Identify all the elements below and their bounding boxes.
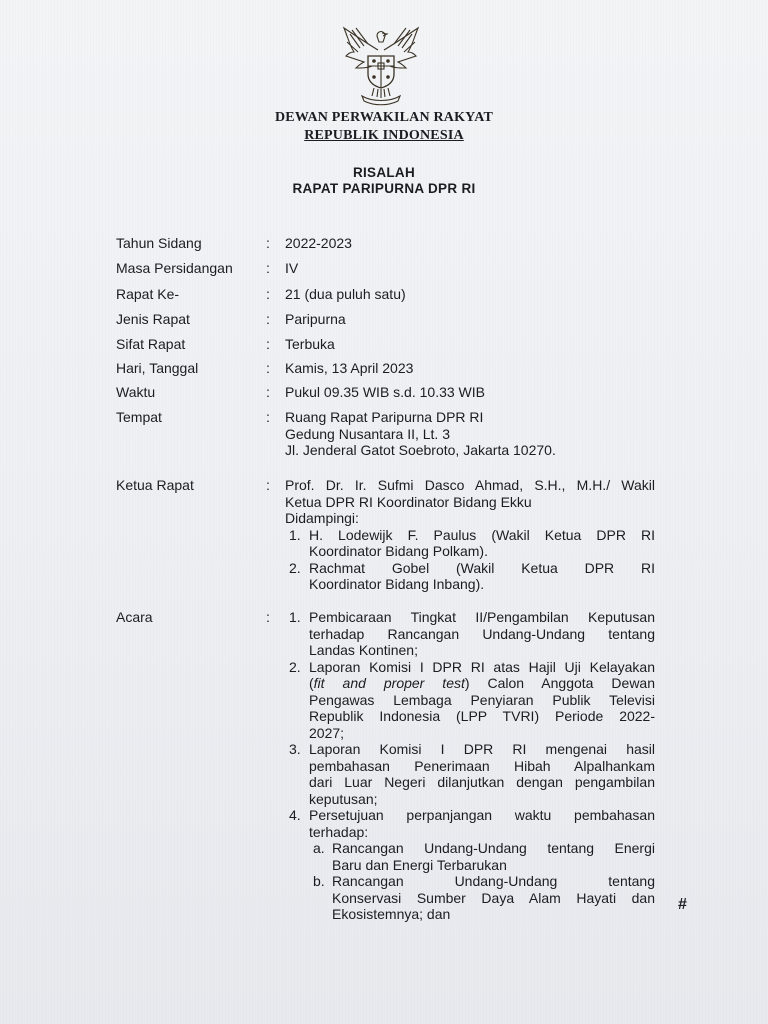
agenda-item [285,659,655,742]
agenda-item [285,807,655,923]
agenda-line: keputusan; [309,790,378,807]
field-value [285,409,655,459]
field-value: Kamis, 13 April 2023 [285,360,414,376]
field-label: Waktu [116,384,156,400]
list-item [285,560,655,593]
agenda-line: Konservasi Sumber Daya Alam Hayati dan [332,889,655,906]
field-colon: : [266,360,270,376]
field-value: Terbuka [285,336,335,352]
list-line: Koordinator Bidang Polkam). [309,543,488,559]
list-letter: b. [313,873,325,889]
field-colon: : [266,311,270,327]
agenda-line: terhadap Rancangan Undang-Undang tentang [309,625,655,642]
agenda-line: Pengawas Lembaga Penyiaran Publik Televisi [309,691,655,708]
agenda-line: Baru dan Energi Terbarukan [332,856,507,873]
list-line: Rachmat Gobel (Wakil Ketua DPR RI [309,559,655,576]
garuda-emblem-icon [338,22,424,106]
field-colon: : [266,286,270,302]
agenda-line: (fit and proper test) Calon Anggota Dewan [309,675,656,691]
margin-initial-mark: # [678,896,687,913]
field-colon: : [266,384,270,400]
field-label: Jenis Rapat [116,311,190,327]
institution-country: REPUBLIK INDONESIA [304,128,464,143]
list-number: 1. [289,609,301,625]
document-subtitle: RAPAT PARIPURNA DPR RI [292,181,476,196]
agenda-line: 2027; [309,724,345,741]
list-line: Koordinator Bidang Inbang). [309,576,485,592]
agenda-item [285,741,655,807]
field-colon: : [266,235,270,251]
field-label: Rapat Ke- [116,286,180,302]
field-value: IV [285,260,299,276]
institution-name: DEWAN PERWAKILAN RAKYAT [274,110,494,125]
field-colon: : [266,477,270,493]
chair-line: Didampingi: [285,510,359,526]
address-line: Gedung Nusantara II, Lt. 3 [285,425,450,442]
address-line: Jl. Jenderal Gatot Soebroto, Jakarta 10270. [285,442,556,458]
field-label: Tahun Sidang [116,235,202,251]
list-line: H. Lodewijk F. Paulus (Wakil Ketua DPR RI [309,526,655,543]
list-item [285,527,655,560]
list-number: 4. [289,807,301,823]
agenda-line: Pembicaraan Tingkat II/Pengambilan Keputusan [309,609,655,625]
list-number: 2. [289,559,301,576]
list-letter: a. [313,840,325,856]
field-value: Pukul 09.35 WIB s.d. 10.33 WIB [285,384,485,400]
field-label: Hari, Tanggal [116,360,199,376]
field-colon: : [266,260,270,276]
field-label: Sifat Rapat [116,336,186,352]
list-number: 3. [289,741,301,757]
agenda-subitem [309,840,655,873]
agenda-line: Laporan Komisi I DPR RI atas Hajil Uji Kelayakan [309,658,655,675]
agenda-line: terhadap: [309,823,369,840]
field-value [285,609,655,923]
field-label: Acara [116,609,153,625]
field-value: 21 (dua puluh satu) [285,286,406,302]
agenda-line: Persetujuan perpanjangan waktu pembahasan [309,807,655,823]
agenda-line: Rancangan Undang-Undang tentang [332,873,655,889]
field-colon: : [266,409,270,425]
agenda-line: Republik Indonesia (LPP TVRI) Periode 2022- [309,708,655,724]
agenda-line: Laporan Komisi I DPR RI mengenai hasil [309,741,655,757]
chair-text [285,477,655,527]
address-line: Ruang Rapat Paripurna DPR RI [285,409,484,425]
field-label: Masa Persidangan [116,260,233,276]
agenda-line: Landas Kontinen; [309,642,418,658]
agenda-line: dari Luar Negeri dilanjutkan dengan pengambilan [309,774,655,790]
list-number: 2. [289,658,301,675]
agenda-item [285,609,655,659]
agenda-subitem [309,873,655,923]
field-label: Tempat [116,409,162,425]
chair-line: Prof. Dr. Ir. Sufmi Dasco Ahmad, S.H., M.H./ Wakil [285,477,655,493]
chair-line: Ketua DPR RI Koordinator Bidang Ekku [285,493,532,510]
field-colon: : [266,609,270,625]
agenda-line: pembahasan Penerimaan Hibah Alpalhankam [309,757,655,774]
agenda-line: Rancangan Undang-Undang tentang Energi [332,840,655,856]
agenda-line: Ekosistemnya; dan [332,906,451,922]
field-value: Paripurna [285,311,346,327]
list-number: 1. [289,526,301,543]
field-value: 2022-2023 [285,235,352,251]
field-value [285,477,655,593]
document-title: RISALAH [352,165,416,180]
field-label: Ketua Rapat [116,477,194,493]
field-colon: : [266,336,270,352]
